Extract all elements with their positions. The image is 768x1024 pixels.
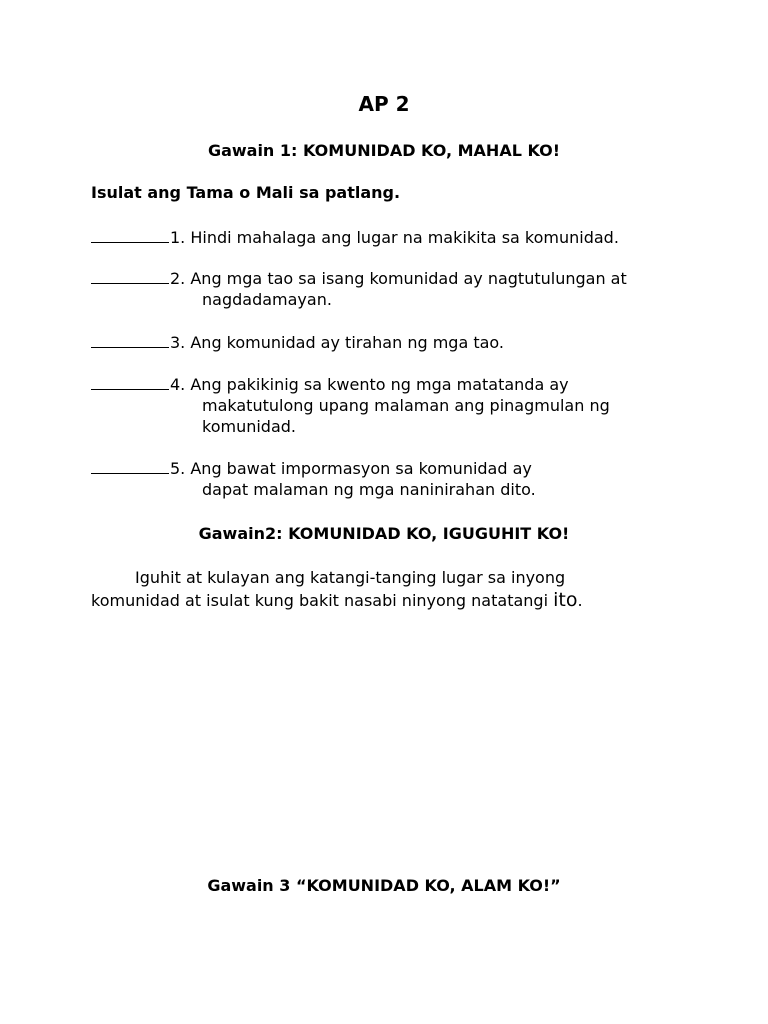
- item-text: 1. Hindi mahalaga ang lugar na makikita sa komunidad.: [170, 228, 619, 247]
- item-text: 4. Ang pakikinig sa kwento ng mga matatanda ay: [170, 375, 569, 394]
- gawain2-line1: Iguhit at kulayan ang katangi-tanging lugar sa inyong: [135, 568, 566, 587]
- answer-blank[interactable]: [91, 333, 169, 348]
- gawain1-title: Gawain 1: KOMUNIDAD KO, MAHAL KO!: [207, 141, 561, 160]
- list-item: [91, 227, 619, 248]
- list-item: [91, 332, 504, 353]
- answer-blank[interactable]: [91, 269, 169, 284]
- gawain2-line2-text: komunidad at isulat kung bakit nasabi ninyong natatangi: [91, 591, 554, 610]
- gawain1-instruction: Isulat ang Tama o Mali sa patlang.: [91, 183, 401, 202]
- list-item: [91, 374, 610, 437]
- item-text-continued: makatutulong upang malaman ang pinagmulan ng: [202, 396, 610, 415]
- item-text: 5. Ang bawat impormasyon sa komunidad ay: [170, 459, 532, 478]
- answer-blank[interactable]: [91, 375, 169, 390]
- list-item: [91, 458, 536, 500]
- answer-blank[interactable]: [91, 459, 169, 474]
- gawain2-title: Gawain2: KOMUNIDAD KO, IGUGUHIT KO!: [198, 524, 570, 543]
- item-text: 2. Ang mga tao sa isang komunidad ay nagtutulungan at: [170, 269, 627, 288]
- gawain2-line2: [91, 589, 583, 612]
- list-item: [91, 268, 627, 310]
- gawain3-title: Gawain 3 “KOMUNIDAD KO, ALAM KO!”: [207, 876, 561, 895]
- gawain2-line2-period: .: [577, 591, 583, 610]
- item-text: 3. Ang komunidad ay tirahan ng mga tao.: [170, 333, 504, 352]
- item-text-continued: komunidad.: [202, 417, 296, 436]
- item-text-continued: dapat malaman ng mga naninirahan dito.: [202, 480, 536, 499]
- gawain2-line2-ito: ito: [553, 589, 578, 611]
- answer-blank[interactable]: [91, 228, 169, 243]
- item-text-continued: nagdadamayan.: [202, 290, 332, 309]
- document-title: AP 2: [358, 92, 410, 116]
- gawain2-instruction: [91, 566, 583, 612]
